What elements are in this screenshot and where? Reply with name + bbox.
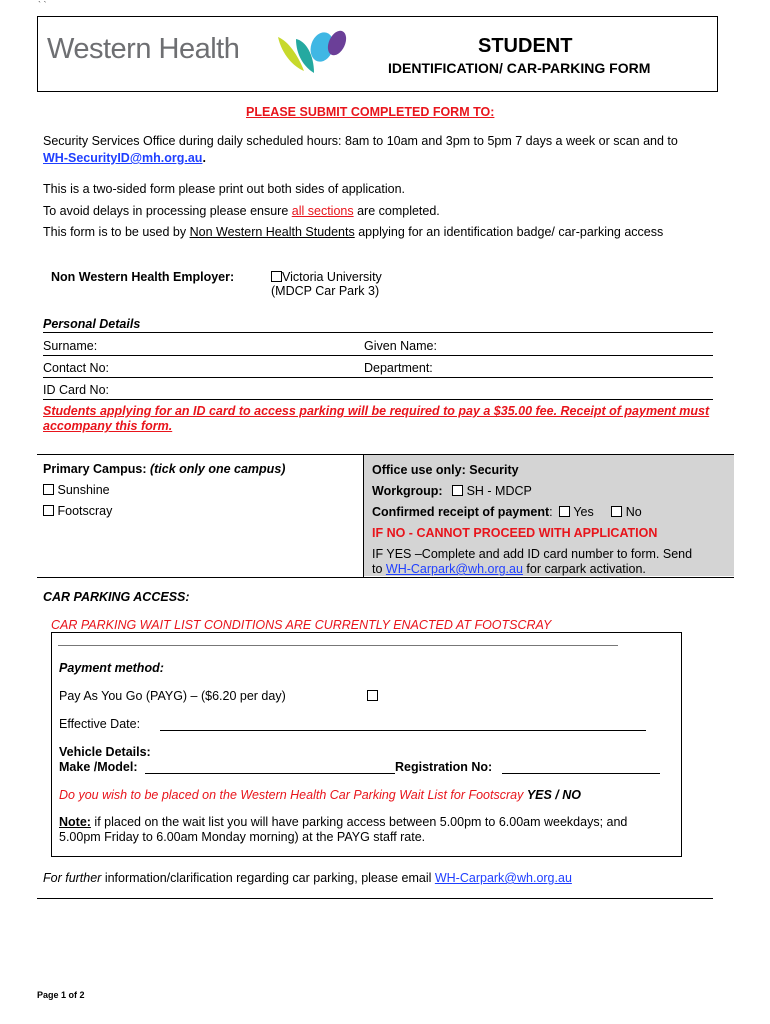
corner-mark: ` ` [38, 0, 47, 10]
intro-line-3-pre: This form is to be used by [43, 225, 190, 239]
note-line-2: 5.00pm Friday to 6.00am Monday morning) at the PAYG staff rate. [59, 830, 426, 844]
header-box [37, 16, 718, 92]
vehicle-details-label [59, 745, 151, 759]
vehicle-details-text: Vehicle Details: [59, 745, 151, 759]
workgroup-checkbox[interactable] [452, 485, 463, 496]
note-line-1 [59, 815, 669, 829]
non-wh-students-text: Non Western Health Students [189, 225, 355, 239]
divider [43, 377, 713, 378]
victoria-university-checkbox[interactable] [271, 271, 282, 282]
footscray-checkbox[interactable] [43, 505, 54, 516]
yes-no-choice[interactable]: YES / NO [526, 788, 581, 802]
if-yes-instructions: IF YES –Complete and add ID card number to form. Send [372, 547, 693, 561]
effective-date-label: Effective Date: [59, 717, 141, 731]
intro-line-3-post: applying for an identification badge/ car-parking access [354, 225, 664, 239]
given-name-label: Given Name: [364, 339, 437, 353]
intro-line-3 [43, 225, 663, 239]
submit-email-line [43, 151, 206, 165]
colon: : [549, 505, 553, 519]
divider [43, 332, 713, 333]
office-use-heading: Office use only: Security [372, 463, 519, 477]
confirmed-payment-label: Confirmed receipt of payment [372, 505, 550, 519]
payg-label: Pay As You Go (PAYG) – ($6.20 per day) [59, 689, 286, 703]
sunshine-label: Sunshine [57, 483, 110, 497]
payment-no-label: No [625, 505, 642, 519]
employer-label: Non Western Health Employer: [51, 270, 235, 284]
victoria-university-label: Victoria University [282, 270, 382, 284]
western-health-logo-icon [274, 29, 354, 75]
employer-option-sub: (MDCP Car Park 3) [271, 284, 380, 298]
intro-line-2-pre: To avoid delays in processing please ensure [43, 204, 292, 218]
registration-label: Registration No: [395, 760, 493, 774]
campus-option-footscray [43, 504, 112, 518]
footscray-label: Footscray [57, 504, 113, 518]
car-parking-box [51, 632, 682, 857]
logo-text: Western Health [47, 33, 240, 65]
intro-line-2 [43, 204, 440, 218]
primary-campus-heading [43, 462, 285, 476]
personal-details-heading: Personal Details [43, 317, 141, 331]
if-yes-email-line [372, 562, 646, 576]
carpark-email-link[interactable]: WH-Carpark@wh.org.au [385, 562, 523, 576]
to-text: to [372, 562, 386, 576]
section-bottom-border [37, 577, 734, 578]
payment-yes-checkbox[interactable] [559, 506, 570, 517]
note-text: if placed on the wait list you will have parking access between 5.00pm to 6.00am weekdays; and [90, 815, 628, 829]
cannot-proceed-warning: IF NO - CANNOT PROCEED WITH APPLICATION [372, 526, 658, 540]
employer-option [271, 270, 382, 284]
workgroup-value: SH - MDCP [466, 484, 532, 498]
further-info-text: information/clarification regarding car parking, please email [101, 871, 435, 885]
footer-divider [37, 898, 713, 899]
id-card-label: ID Card No: [43, 383, 109, 397]
make-model-field[interactable] [145, 773, 395, 774]
divider [43, 399, 713, 400]
workgroup-row [372, 484, 532, 498]
security-email-link[interactable]: WH-SecurityID@mh.org.au [43, 151, 203, 165]
further-text: For further [43, 871, 102, 885]
confirmed-payment-row [372, 505, 642, 519]
note-label: Note: [59, 815, 91, 829]
workgroup-label: Workgroup: [372, 484, 443, 498]
intro-line-1: This is a two-sided form please print out both sides of application. [43, 182, 405, 196]
email-suffix: . [202, 151, 206, 165]
divider [43, 355, 713, 356]
waitlist-question-text: Do you wish to be placed on the Western Health Car Parking Wait List for Footscray [59, 788, 527, 802]
form-title: STUDENT [478, 35, 573, 57]
payg-checkbox[interactable] [367, 690, 378, 701]
further-info-line [43, 871, 572, 885]
divider [363, 454, 364, 577]
submit-heading: PLEASE SUBMIT COMPLETED FORM TO: [246, 105, 495, 119]
effective-date-field[interactable] [160, 730, 646, 731]
payment-method-label: Payment method: [59, 661, 164, 675]
registration-field[interactable] [502, 773, 660, 774]
intro-line-2-post: are completed. [353, 204, 440, 218]
carpark-email-footer-link[interactable]: WH-Carpark@wh.org.au [434, 871, 572, 885]
department-label: Department: [364, 361, 433, 375]
waitlist-question [59, 788, 581, 802]
all-sections-text: all sections [291, 204, 354, 218]
campus-option-sunshine [43, 483, 110, 497]
sunshine-checkbox[interactable] [43, 484, 54, 495]
contact-label: Contact No: [43, 361, 110, 375]
make-model-label: Make /Model: [59, 760, 138, 774]
surname-label: Surname: [43, 339, 98, 353]
submit-instructions: Security Services Office during daily scheduled hours: 8am to 10am and 3pm to 5pm 7 days a week or scan and to [43, 134, 678, 148]
fee-notice: Students applying for an ID card to access parking will be required to pay a $35.00 fee. Receipt of payment must accompany this form. [43, 404, 710, 433]
primary-campus-label: Primary Campus: [43, 462, 150, 476]
payment-no-checkbox[interactable] [611, 506, 622, 517]
page-number: Page 1 of 2 [37, 990, 85, 1000]
waitlist-notice: CAR PARKING WAIT LIST CONDITIONS ARE CURRENTLY ENACTED AT FOOTSCRAY [51, 618, 552, 632]
form-subtitle: IDENTIFICATION/ CAR-PARKING FORM [388, 60, 651, 76]
activation-text: for carpark activation. [522, 562, 646, 576]
car-parking-heading: CAR PARKING ACCESS: [43, 590, 190, 604]
campus-instruction: (tick only one campus) [149, 462, 286, 476]
payment-yes-label: Yes [573, 505, 594, 519]
